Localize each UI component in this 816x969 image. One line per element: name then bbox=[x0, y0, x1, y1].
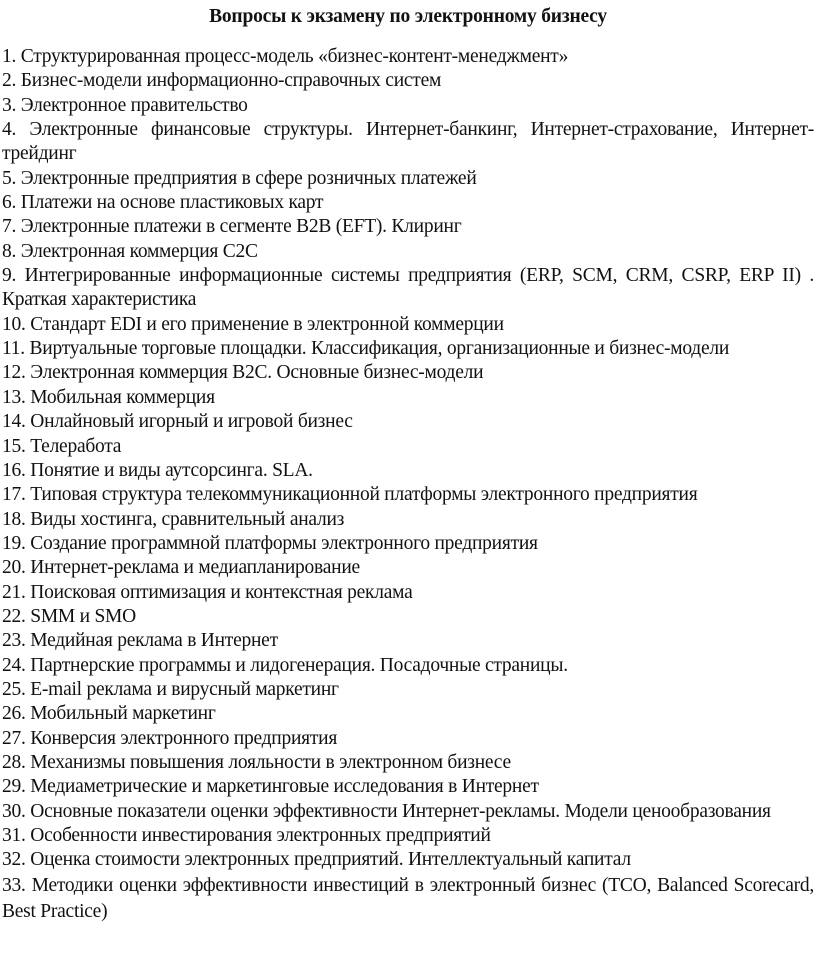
question-item-20: 20. Интернет-реклама и медиапланирование bbox=[2, 557, 360, 579]
exam-question-list bbox=[2, 45, 814, 925]
question-item-14: 14. Онлайновый игорный и игровой бизнес bbox=[2, 411, 353, 433]
question-item-32: 32. Оценка стоимости электронных предприятий. Интеллектуальный капитал bbox=[2, 849, 631, 871]
question-item-3: 3. Электронное правительство bbox=[2, 94, 248, 116]
question-item-25: 25. E-mail реклама и вирусный маркетинг bbox=[2, 678, 339, 700]
document-title: Вопросы к экзамену по электронному бизнесу bbox=[209, 6, 607, 27]
question-item-13: 13. Мобильная коммерция bbox=[2, 386, 215, 408]
question-item-19: 19. Создание программной платформы электронного предприятия bbox=[2, 532, 538, 554]
question-item-27: 27. Конверсия электронного предприятия bbox=[2, 727, 338, 749]
question-item-11: 11. Виртуальные торговые площадки. Классификация, организационные и бизнес-модели bbox=[2, 338, 730, 360]
question-item-7: 7. Электронные платежи в сегменте B2B (EFT). Клиринг bbox=[2, 216, 462, 238]
question-item-24: 24. Партнерские программы и лидогенерация. Посадочные страницы. bbox=[2, 654, 568, 676]
question-item-18: 18. Виды хостинга, сравнительный анализ bbox=[2, 508, 345, 530]
question-item-16: 16. Понятие и виды аутсорсинга. SLA. bbox=[2, 459, 313, 481]
question-item-30: 30. Основные показатели оценки эффективности Интернет-рекламы. Модели ценообразования bbox=[2, 800, 771, 822]
question-item-12: 12. Электронная коммерция B2C. Основные бизнес-модели bbox=[2, 362, 484, 384]
question-item-2: 2. Бизнес-модели информационно-справочных систем bbox=[2, 70, 442, 92]
question-item-17: 17. Типовая структура телекоммуникационной платформы электронного предприятия bbox=[2, 484, 698, 506]
question-item-8: 8. Электронная коммерция C2C bbox=[2, 240, 258, 262]
question-item-15: 15. Телеработа bbox=[2, 435, 122, 457]
question-item-23: 23. Медийная реклама в Интернет bbox=[2, 630, 278, 652]
question-item-5: 5. Электронные предприятия в сфере розничных платежей bbox=[2, 167, 477, 189]
question-item-1: 1. Структурированная процесс-модель «бизнес-контент-менеджмент» bbox=[2, 46, 569, 67]
question-item-21: 21. Поисковая оптимизация и контекстная реклама bbox=[2, 581, 413, 603]
question-item-4: 4. Электронные финансовые структуры. Интернет-банкинг, Интернет-страхование, Интернет-трейдинг bbox=[2, 119, 814, 165]
question-item-28: 28. Механизмы повышения лояльности в электронном бизнесе bbox=[2, 751, 511, 773]
question-item-29: 29. Медиаметрические и маркетинговые исследования в Интернет bbox=[2, 776, 539, 798]
question-item-33: 33. Методики оценки эффективности инвестиций в электронный бизнес (TCO, Balanced Scorecard, Best Practice) bbox=[2, 874, 814, 922]
question-item-22: 22. SMM и SMO bbox=[2, 605, 136, 627]
question-item-26: 26. Мобильный маркетинг bbox=[2, 703, 216, 725]
question-item-31: 31. Особенности инвестирования электронных предприятий bbox=[2, 825, 491, 846]
question-item-10: 10. Стандарт EDI и его применение в электронной коммерции bbox=[2, 313, 504, 335]
question-item-6: 6. Платежи на основе пластиковых карт bbox=[2, 192, 324, 214]
question-item-9: 9. Интегрированные информационные системы предприятия (ERP, SCM, CRM, CSRP, ERP II) . Краткая характеристика bbox=[2, 265, 814, 311]
